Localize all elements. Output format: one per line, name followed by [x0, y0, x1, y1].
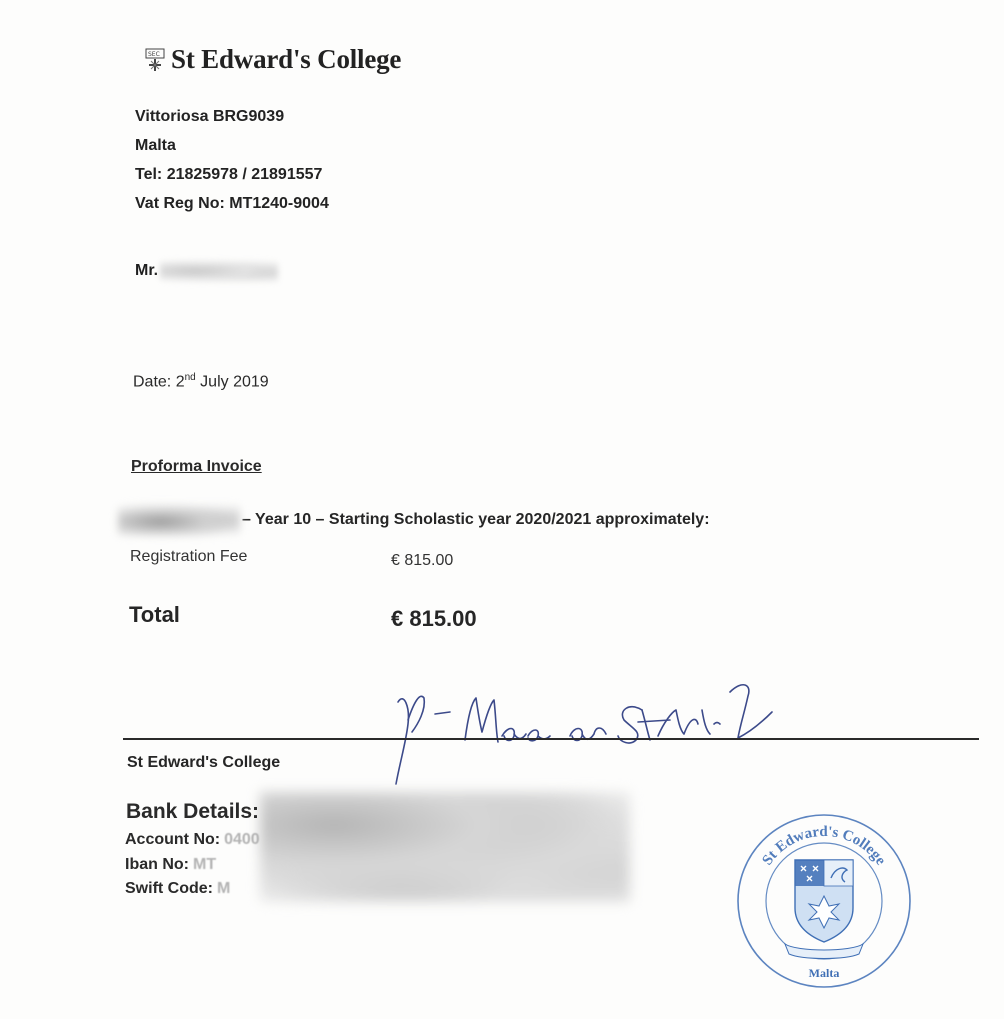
bank-details-label: Bank Details:: [126, 800, 260, 823]
svg-text:SEC: SEC: [148, 50, 160, 58]
line-item-amount: € 815.00: [391, 552, 454, 569]
signatory-college-name: St Edward's College: [127, 754, 281, 771]
bank-details-heading: [126, 800, 259, 824]
invoice-heading: Proforma Invoice: [131, 458, 262, 475]
stamp-shield-icon: [785, 860, 863, 959]
stamp-top-text: St Edward's College: [759, 823, 889, 869]
redacted-student-name: [118, 504, 240, 536]
total-label: Total: [129, 602, 180, 627]
iban-label: Iban No:: [125, 856, 189, 873]
address-block: [135, 102, 329, 218]
invoice-date: [133, 372, 269, 391]
invoice-description: [118, 504, 710, 536]
redacted-bank-details: [260, 792, 630, 902]
date-prefix: Date: 2: [133, 373, 185, 391]
account-number-row: [125, 831, 260, 849]
line-item-label: Registration Fee: [130, 548, 248, 565]
signature-line: [123, 738, 979, 740]
crest-icon: [145, 48, 165, 72]
college-stamp: [735, 812, 913, 990]
account-number-label: Account No:: [125, 831, 221, 848]
account-number-partial: 0400: [224, 831, 260, 848]
handwritten-signature: [380, 662, 810, 792]
college-name: St Edward's College: [171, 44, 402, 74]
swift-code-partial: M: [217, 880, 231, 897]
date-rest: July 2019: [195, 373, 269, 391]
iban-row: [125, 856, 216, 874]
stamp-bottom-text: Malta: [808, 966, 840, 980]
iban-partial: MT: [193, 856, 217, 873]
total-amount: € 815.00: [391, 606, 477, 631]
recipient-salutation: Mr.: [135, 262, 159, 279]
vat-line: Vat Reg No: MT1240-9004: [135, 195, 329, 212]
recipient: [135, 260, 278, 282]
date-ordinal: nd: [184, 372, 196, 383]
redacted-name: [160, 260, 278, 282]
address-line: Vittoriosa BRG9039: [135, 108, 285, 125]
swift-code-row: [125, 880, 230, 898]
telephone-line: Tel: 21825978 / 21891557: [135, 166, 323, 183]
swift-code-label: Swift Code:: [125, 880, 213, 897]
description-text: – Year 10 – Starting Scholastic year 2020/2021 approximately:: [242, 511, 710, 528]
address-line: Malta: [135, 137, 176, 154]
letterhead: [145, 44, 401, 75]
